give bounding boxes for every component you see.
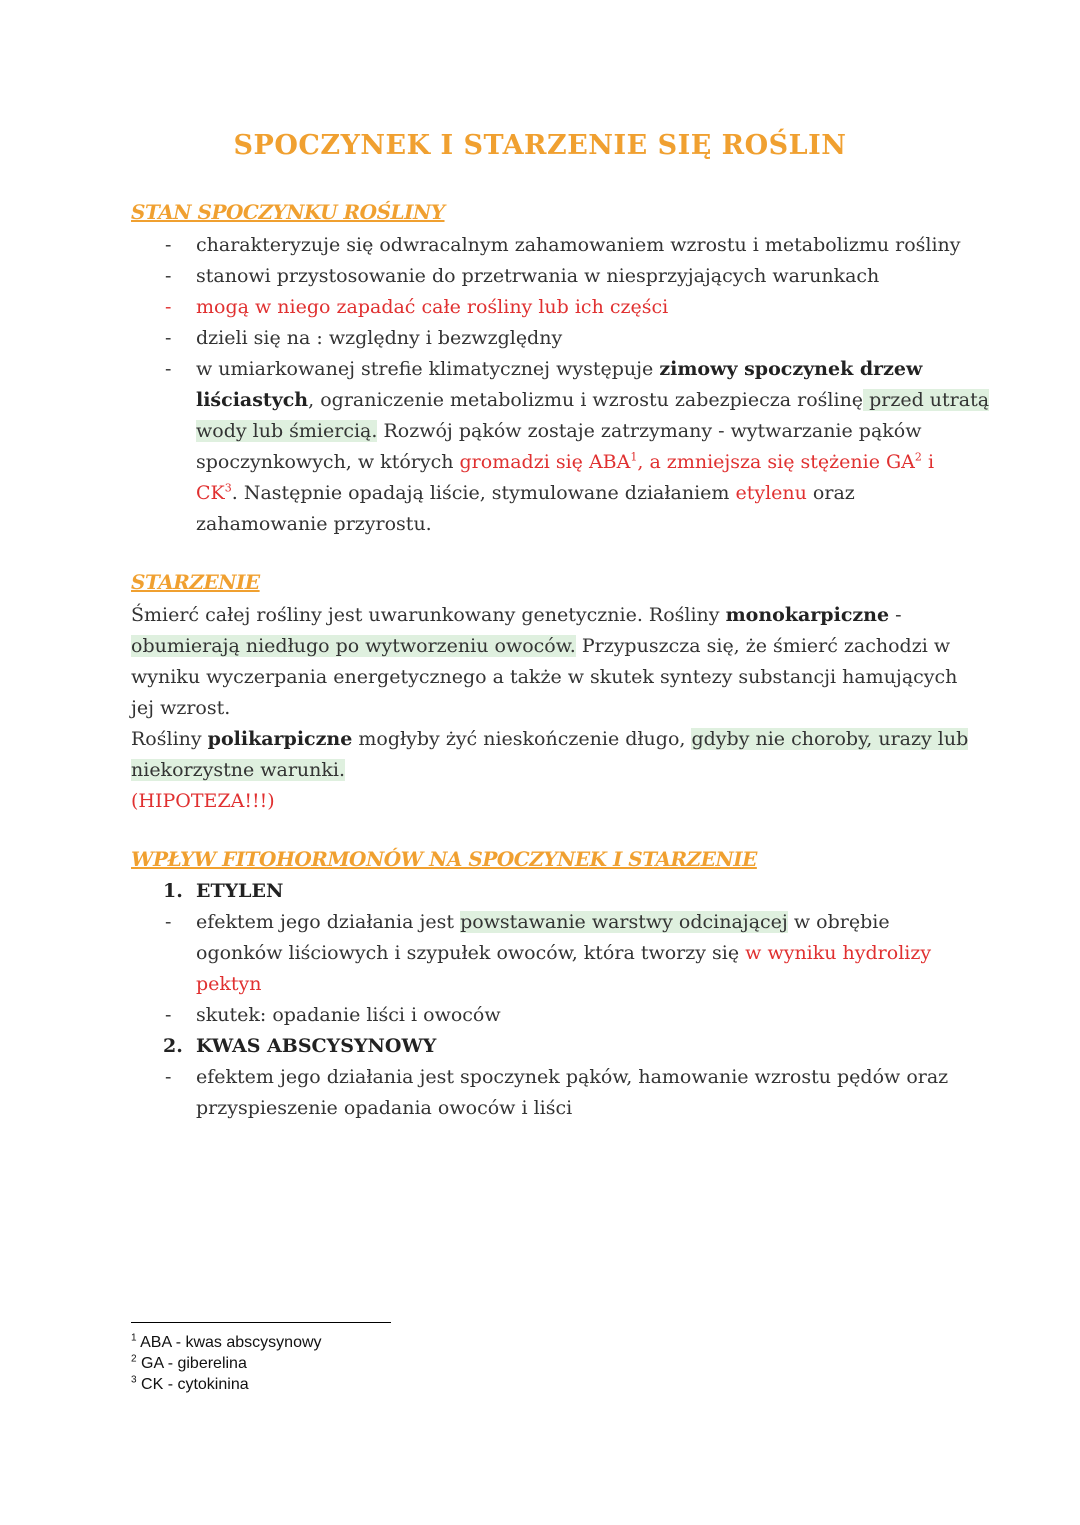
highlight: niekorzystne warunki. <box>131 759 346 781</box>
section-heading-stan: STAN SPOCZYNKU ROŚLINY <box>131 200 445 224</box>
paragraph-line: efektem jego działania jest spoczynek pąków, hamowanie wzrostu pędów oraz <box>196 1066 949 1088</box>
paragraph-line: zahamowanie przyrostu. <box>196 513 432 535</box>
bullet-dash: - <box>165 1004 172 1026</box>
footnote-divider <box>131 1322 391 1323</box>
section-heading-wplyw: WPŁYW FITOHORMONÓW NA SPOCZYNEK I STARZENIE <box>131 847 757 871</box>
subheading-etylen: ETYLEN <box>196 880 284 902</box>
bullet-dash: - <box>165 1066 172 1088</box>
paragraph-line: wody lub śmiercią. Rozwój pąków zostaje zatrzymany - wytwarzanie pąków <box>196 420 922 442</box>
paragraph-line: Rośliny polikarpiczne mogłyby żyć nieskończenie długo, gdyby nie choroby, urazy lub <box>131 728 969 750</box>
highlight: gdyby nie choroby, urazy lub <box>691 728 969 750</box>
paragraph-line: w umiarkowanej strefie klimatycznej występuje zimowy spoczynek drzew <box>196 358 923 380</box>
paragraph-line: jej wzrost. <box>131 697 231 719</box>
paragraph-line: przyspieszenie opadania owoców i liści <box>196 1097 573 1119</box>
bullet-dash: - <box>165 234 172 256</box>
highlight: obumierają niedługo po wytworzeniu owoców. <box>131 635 576 657</box>
hypothesis-note: (HIPOTEZA!!!) <box>131 790 275 812</box>
paragraph-line: efektem jego działania jest powstawanie warstwy odcinającej w obrębie <box>196 911 890 933</box>
bullet-dash: - <box>165 327 172 349</box>
bullet-dash: - <box>165 358 172 380</box>
footnote: $^3$ CK - cytokinina <box>131 1374 249 1393</box>
subheading-kwas: KWAS ABSCYSYNOWY <box>196 1035 437 1057</box>
bullet-text: stanowi przystosowanie do przetrwania w niesprzyjających warunkach <box>196 265 880 287</box>
paragraph-line: Śmierć całej rośliny jest uwarunkowany genetycznie. Rośliny monokarpiczne - <box>131 604 902 626</box>
highlight: przed utratą <box>863 389 990 411</box>
paragraph-line: ogonków liściowych i szypułek owoców, która tworzy się w wyniku hydrolizy <box>196 942 932 964</box>
paragraph-line: pektyn <box>196 973 262 995</box>
bullet-text-highlight-red: mogą w niego zapadać całe rośliny lub ich części <box>196 296 669 318</box>
paragraph-line <box>131 755 345 786</box>
footnote: $^2$ GA - giberelina <box>131 1353 247 1372</box>
list-number: 1. <box>163 880 183 902</box>
section-heading-starzenie: STARZENIE <box>131 570 260 594</box>
highlight: powstawanie warstwy odcinającej <box>460 911 788 933</box>
paragraph-line: obumierają niedługo po wytworzeniu owoców. Przypuszcza się, że śmierć zachodzi w <box>131 635 951 657</box>
paragraph-line: spoczynkowych, w których gromadzi się ABA$^1$, a zmniejsza się stężenie $GA^2$ i <box>196 450 935 473</box>
list-number: 2. <box>163 1035 183 1057</box>
bullet-dash: - <box>165 265 172 287</box>
footnote: $^1$ ABA - kwas abscysynowy <box>131 1332 322 1351</box>
bullet-text: charakteryzuje się odwracalnym zahamowaniem wzrostu i metabolizmu rośliny <box>196 234 961 256</box>
footnote-ref: 2 <box>914 450 922 464</box>
bullet-dash: - <box>165 296 172 318</box>
footnote-ref: 1 <box>630 450 638 464</box>
paragraph-line: liściastych, ograniczenie metabolizmu i wzrostu zabezpiecza roślinę przed utratą <box>196 389 990 411</box>
bullet-text: dzieli się na : względny i bezwzględny <box>196 327 563 349</box>
footnote-ref: 3 <box>224 481 232 495</box>
highlight: wody lub śmiercią. <box>196 420 378 442</box>
page-title: SPOCZYNEK I STARZENIE SIĘ ROŚLIN <box>233 130 847 161</box>
bullet-dash: - <box>165 911 172 933</box>
bullet-text: skutek: opadanie liści i owoców <box>196 1004 501 1026</box>
paragraph-line: wyniku wyczerpania energetycznego a także w skutek syntezy substancji hamujących <box>131 666 958 688</box>
paragraph-line: $CK^3$. Następnie opadają liście, stymulowane działaniem etylenu oraz <box>196 481 855 504</box>
